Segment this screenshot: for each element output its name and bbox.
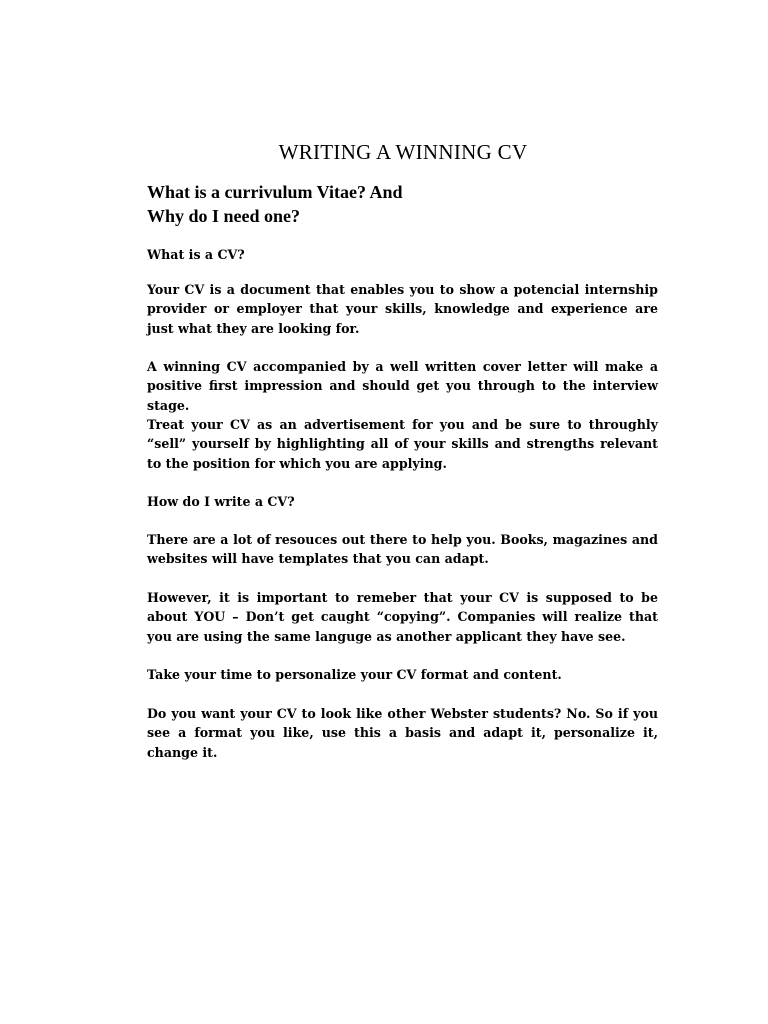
paragraph-cv-definition: Your CV is a document that enables you to show a potencial internship provider or employer that your skills, knowledge and experience are just what they are looking for. bbox=[147, 282, 658, 336]
paragraph-advertisement: Treat your CV as an advertisement for you and be sure to throughly “sell” yourself by highlighting all of your skills and strengths relevant to the position for which you are applying. bbox=[147, 417, 658, 471]
paragraph-resources: There are a lot of resouces out there to help you. Books, magazines and websites will have templates that you can adapt. bbox=[147, 532, 658, 567]
subtitle bbox=[147, 180, 659, 228]
subtitle-line-1: What is a currivulum Vitae? And bbox=[147, 182, 403, 202]
paragraph-copying: However, it is important to remeber that your CV is supposed to be about YOU – Don’t get caught “copying”. Companies will realize that you are using the same languge as another applicant they have see. bbox=[147, 590, 658, 644]
paragraph-webster: Do you want your CV to look like other Webster students? No. So if you see a format you like, use this a basis and adapt it, personalize it, change it. bbox=[147, 706, 658, 760]
paragraph-winning-cv: A winning CV accompanied by a well written cover letter will make a positive first impression and should get you through to the interview stage. bbox=[147, 359, 658, 413]
page-title: WRITING A WINNING CV bbox=[278, 140, 528, 164]
question-how-write-cv: How do I write a CV? bbox=[147, 494, 295, 509]
paragraph-personalize: Take your time to personalize your CV format and content. bbox=[147, 667, 562, 682]
question-what-is-cv: What is a CV? bbox=[147, 247, 245, 262]
subtitle-line-2: Why do I need one? bbox=[147, 206, 301, 226]
